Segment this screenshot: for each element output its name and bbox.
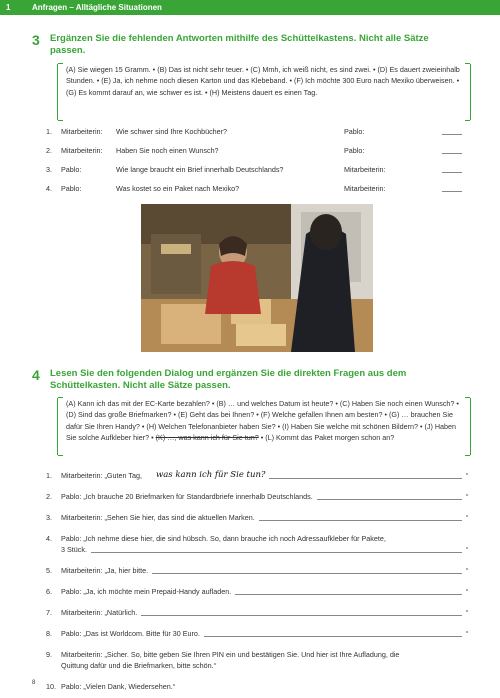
exercise-3-number: 3 xyxy=(32,32,40,48)
row-responder: Mitarbeiterin: xyxy=(344,184,386,193)
closing-quote: “ xyxy=(466,587,469,596)
row-question: Haben Sie noch einen Wunsch? xyxy=(116,146,219,155)
dialog-line xyxy=(46,491,470,502)
row-question: Wie schwer sind Ihre Kochbücher? xyxy=(116,127,228,136)
row-number: 4. xyxy=(46,184,52,193)
closing-quote: “ xyxy=(466,629,469,638)
answer-line[interactable] xyxy=(152,572,462,574)
line-text: Mitarbeiterin: „Natürlich. xyxy=(61,608,138,617)
page-number: 8 xyxy=(32,680,36,686)
exercise-3-title: Ergänzen Sie die fehlenden Antworten mithilfe des Schüttelkastens. Nicht alle Sätze passen. xyxy=(50,33,429,56)
answer-line[interactable] xyxy=(91,551,462,553)
exercise-3-row xyxy=(46,126,470,138)
closing-quote: “ xyxy=(466,545,469,554)
dialog-line xyxy=(46,628,470,639)
answer-blank[interactable] xyxy=(442,134,462,135)
exercise-3-word-box xyxy=(57,64,471,120)
row-responder: Mitarbeiterin: xyxy=(344,165,386,174)
line-number: 8. xyxy=(46,629,52,638)
row-number: 2. xyxy=(46,146,52,155)
exercise-4-title: Lesen Sie den folgenden Dialog und ergänzen Sie die direkten Fragen aus dem Schüttelkasten. Nicht alle Sätze passen. xyxy=(50,368,407,391)
answer-line[interactable] xyxy=(259,519,462,521)
line-number: 6. xyxy=(46,587,52,596)
dialog-line xyxy=(46,586,470,597)
exercise-3-row xyxy=(46,183,470,195)
photo-illustration xyxy=(141,204,373,352)
row-speaker: Mitarbeiterin: xyxy=(61,146,103,155)
row-question: Wie lange braucht ein Brief innerhalb Deutschlands? xyxy=(116,165,284,174)
row-number: 3. xyxy=(46,165,52,174)
dialog-line xyxy=(46,512,470,523)
chapter-header-bar xyxy=(0,0,500,15)
line-text: Mitarbeiterin: „Sicher. So, bitte geben Sie Ihren PIN ein und bestätigen Sie. Und hier ist Ihre Aufladung, die xyxy=(61,650,400,659)
closing-quote: “ xyxy=(466,566,469,575)
handwritten-answer: was kann ich für Sie tun? xyxy=(155,470,266,480)
post-office-counter-photo xyxy=(141,204,373,352)
exercise-4-dialog xyxy=(46,470,470,692)
closing-quote: “ xyxy=(466,471,469,480)
line-number: 3. xyxy=(46,513,52,522)
line-text: Pablo: „Ich nehme diese hier, die sind hübsch. So, dann brauche ich noch Adressaufkleber für Pakete, xyxy=(61,534,386,543)
line-number: 4. xyxy=(46,534,52,543)
line-text: Pablo: „Ja, ich möchte mein Prepaid-Handy aufladen. xyxy=(61,587,232,596)
line-number: 7. xyxy=(46,608,52,617)
line-text: Mitarbeiterin: „Guten Tag, xyxy=(61,471,142,480)
answer-line[interactable] xyxy=(141,614,462,616)
dialog-line xyxy=(46,533,470,555)
line-number: 1. xyxy=(46,471,52,480)
dialog-line xyxy=(46,681,470,692)
line-number: 5. xyxy=(46,566,52,575)
closing-quote: “ xyxy=(466,513,469,522)
line-text: Pablo: „Vielen Dank, Wiedersehen.“ xyxy=(61,682,176,691)
answer-blank[interactable] xyxy=(442,191,462,192)
line-text: Mitarbeiterin: „Ja, hier bitte. xyxy=(61,566,149,575)
dialog-line xyxy=(46,565,470,576)
answer-line[interactable] xyxy=(317,498,462,500)
unit-number: 1 xyxy=(6,3,11,12)
row-responder: Pablo: xyxy=(344,127,365,136)
row-speaker: Pablo: xyxy=(61,165,82,174)
row-number: 1. xyxy=(46,127,52,136)
exercise-3-row xyxy=(46,164,470,176)
line-text: Mitarbeiterin: „Sehen Sie hier, das sind die aktuellen Marken. xyxy=(61,513,255,522)
row-question: Was kostet so ein Paket nach Mexiko? xyxy=(116,184,240,193)
exercise-4-box-end: • (L) Kommt das Paket morgen schon an? xyxy=(260,432,395,442)
exercise-4-box-struck: (K) …, was kann ich für Sie tun? xyxy=(155,432,259,442)
line-number: 2. xyxy=(46,492,52,501)
row-speaker: Pablo: xyxy=(61,184,82,193)
row-responder: Pablo: xyxy=(344,146,365,155)
line-text: Pablo: „Das ist Worldcom. Bitte für 30 Euro. xyxy=(61,629,200,638)
exercise-4-heading xyxy=(32,368,450,392)
line-number: 9. xyxy=(46,650,52,659)
dialog-line xyxy=(46,470,470,481)
line-text: Pablo: „Ich brauche 20 Briefmarken für Standardbriefe innerhalb Deutschlands. xyxy=(61,492,313,501)
closing-quote: “ xyxy=(466,608,469,617)
answer-line[interactable] xyxy=(204,635,462,637)
exercise-3-row xyxy=(46,145,470,157)
exercise-4-word-box xyxy=(57,398,471,455)
answer-blank[interactable] xyxy=(442,172,462,173)
dialog-line xyxy=(46,649,470,671)
line-text-continued: Quittung dafür und die Briefmarken, bitte schön.“ xyxy=(61,661,217,670)
line-text-continued: 3 Stück. xyxy=(61,545,87,554)
line-number: 10. xyxy=(46,682,56,691)
row-speaker: Mitarbeiterin: xyxy=(61,127,103,136)
exercise-3-list xyxy=(46,126,470,195)
dialog-line xyxy=(46,607,470,618)
exercise-4-number: 4 xyxy=(32,367,40,383)
exercise-3-heading xyxy=(32,33,450,57)
chapter-title: Anfragen – Alltägliche Situationen xyxy=(32,3,162,12)
exercise-3-box-text: (A) Sie wiegen 15 Gramm. • (B) Das ist nicht sehr teuer. • (C) Mmh, ich weiß nicht, es sind zwei. • (D) Es dauert zweieinhalb Stunden. • (E) Ja, ich nehme noch diesen Karton und das Klebeband. • (F) Ich möchte 300 Euro nach Mexiko überweisen. • (G) Es kommt darauf an, wie schwer es ist. • (H) Meistens dauert es einen Tag. xyxy=(66,65,460,97)
answer-line[interactable] xyxy=(235,593,462,595)
exercise-4-box-text: (A) Kann ich das mit der EC-Karte bezahlen? • (B) … und welches Datum ist heute? • (C) Haben Sie noch einen Wunsch? • (D) Sind das große Briefmarken? • (E) Geht das bei Ihnen? • (F) Welche gefallen Ihnen am besten? • (G) … brauchen Sie dafür Sie Ihren Handy? • (H) Welchen Telefonanbieter haben Sie? • (I) Haben Sie welche mit schönen Bildern? • (J) Haben Sie solche Aufkleber hier? • xyxy=(66,399,459,442)
answer-line[interactable] xyxy=(269,477,462,479)
closing-quote: “ xyxy=(466,492,469,501)
answer-blank[interactable] xyxy=(442,153,462,154)
